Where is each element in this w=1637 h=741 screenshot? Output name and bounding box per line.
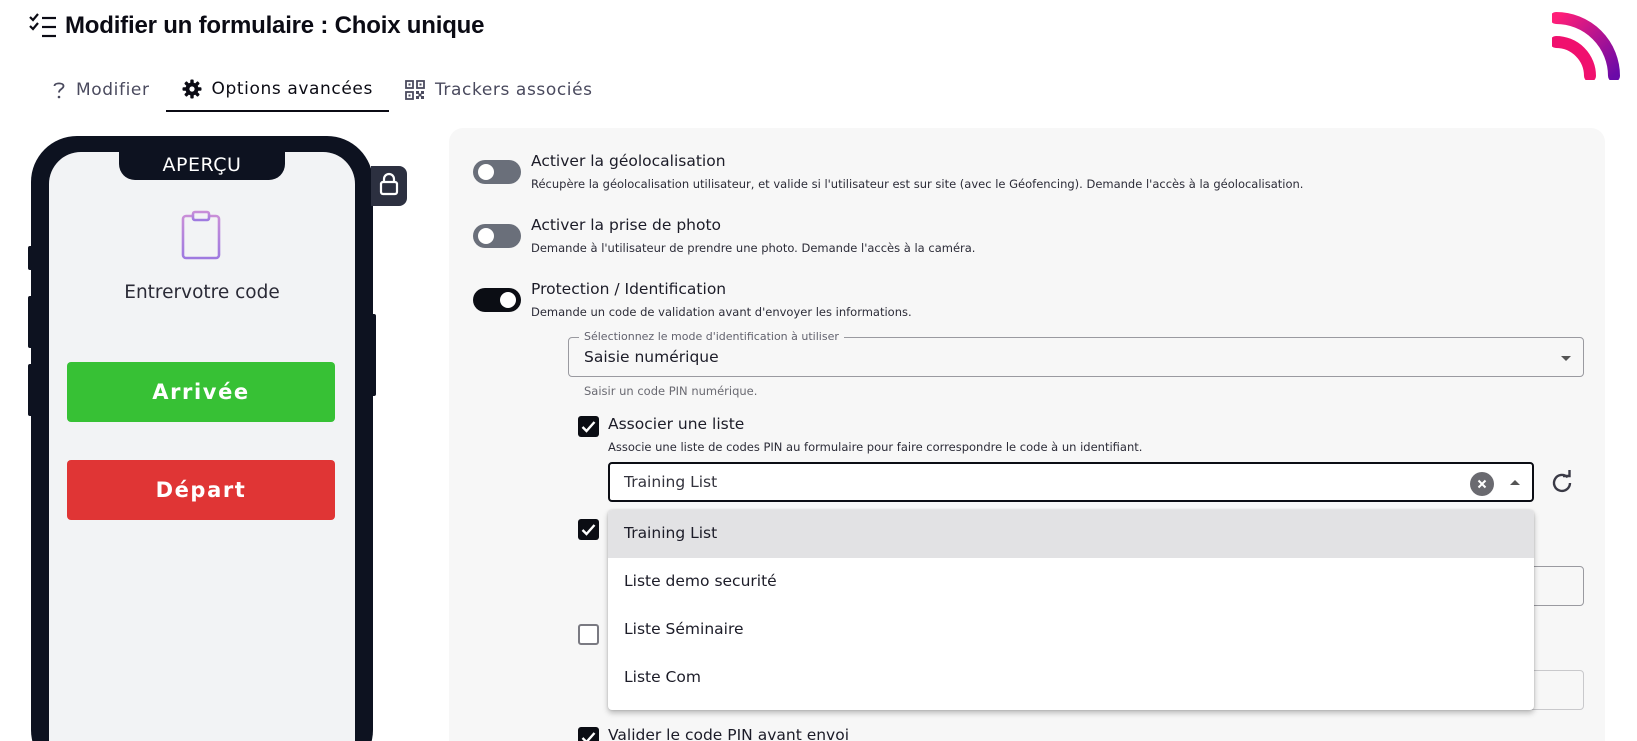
phone-preview <box>31 136 373 741</box>
list-select[interactable] <box>608 462 1534 502</box>
refresh-button[interactable] <box>1549 470 1575 500</box>
page-title: Modifier un formulaire : Choix unique <box>65 12 485 39</box>
identification-mode-value: Saisie numérique <box>584 348 719 366</box>
caret-up-icon[interactable] <box>1510 480 1520 485</box>
tab-label: Options avancées <box>211 79 373 99</box>
tab-options-avancees[interactable] <box>166 68 389 112</box>
list-option[interactable]: Liste demo securité <box>624 572 777 590</box>
geolocation-toggle[interactable] <box>473 160 521 184</box>
geolocation-desc: Récupère la géolocalisation utilisateur, et valide si l'utilisateur est sur site (avec le Géofencing). Demande l'accès à la géolocalisation. <box>531 177 1304 191</box>
identification-mode-legend: Sélectionnez le mode d'identification à utiliser <box>579 330 844 343</box>
list-dropdown-menu <box>608 510 1534 710</box>
validate-pin-checkbox[interactable] <box>578 727 599 741</box>
arrivee-button[interactable]: Arrivée <box>67 362 335 422</box>
question-icon <box>52 81 66 99</box>
list-option[interactable]: Liste Com <box>624 668 701 686</box>
preview-prompt: Entrervotre code <box>124 282 280 303</box>
depart-button[interactable]: Départ <box>67 460 335 520</box>
protection-toggle[interactable] <box>473 288 521 312</box>
caret-down-icon <box>1561 356 1571 361</box>
refresh-icon <box>1549 481 1575 500</box>
lock-icon <box>379 172 399 200</box>
qr-code-icon <box>405 80 425 100</box>
header <box>29 12 484 40</box>
list-select-value: Training List <box>624 473 718 491</box>
tab-bar <box>36 68 609 112</box>
close-icon <box>1477 479 1487 489</box>
photo-title: Activer la prise de photo <box>531 216 722 234</box>
photo-toggle[interactable] <box>473 224 521 248</box>
associate-list-desc: Associe une liste de codes PIN au formulaire pour faire correspondre le code à un identifiant. <box>608 440 1143 454</box>
hidden-option-checkbox[interactable] <box>578 519 599 540</box>
checklist-icon <box>29 13 57 39</box>
protection-desc: Demande un code de validation avant d'envoyer les informations. <box>531 305 912 319</box>
photo-desc: Demande à l'utilisateur de prendre une photo. Demande l'accès à la caméra. <box>531 241 976 255</box>
tab-modifier[interactable] <box>36 68 166 112</box>
clipboard-icon <box>179 210 223 264</box>
clear-button[interactable] <box>1470 472 1494 496</box>
gear-icon <box>182 79 202 99</box>
geolocation-title: Activer la géolocalisation <box>531 152 726 170</box>
protection-title: Protection / Identification <box>531 280 727 298</box>
hidden-option-checkbox-unchecked[interactable] <box>578 624 599 645</box>
lock-button[interactable] <box>371 166 407 206</box>
tab-trackers-associes[interactable] <box>389 68 609 112</box>
tab-label: Modifier <box>76 80 150 100</box>
tab-label: Trackers associés <box>434 80 593 100</box>
associate-list-title: Associer une liste <box>608 415 745 433</box>
phone-screen <box>49 152 355 741</box>
brand-arcs-logo <box>1552 8 1624 80</box>
validate-pin-title: Valider le code PIN avant envoi <box>608 726 850 741</box>
preview-label: APERÇU <box>119 152 285 180</box>
identification-helper: Saisir un code PIN numérique. <box>584 384 758 398</box>
associate-list-checkbox[interactable] <box>578 416 599 437</box>
identification-mode-select[interactable] <box>568 330 1584 377</box>
list-option[interactable]: Training List <box>608 510 1534 558</box>
list-option[interactable]: Liste Séminaire <box>624 620 744 638</box>
